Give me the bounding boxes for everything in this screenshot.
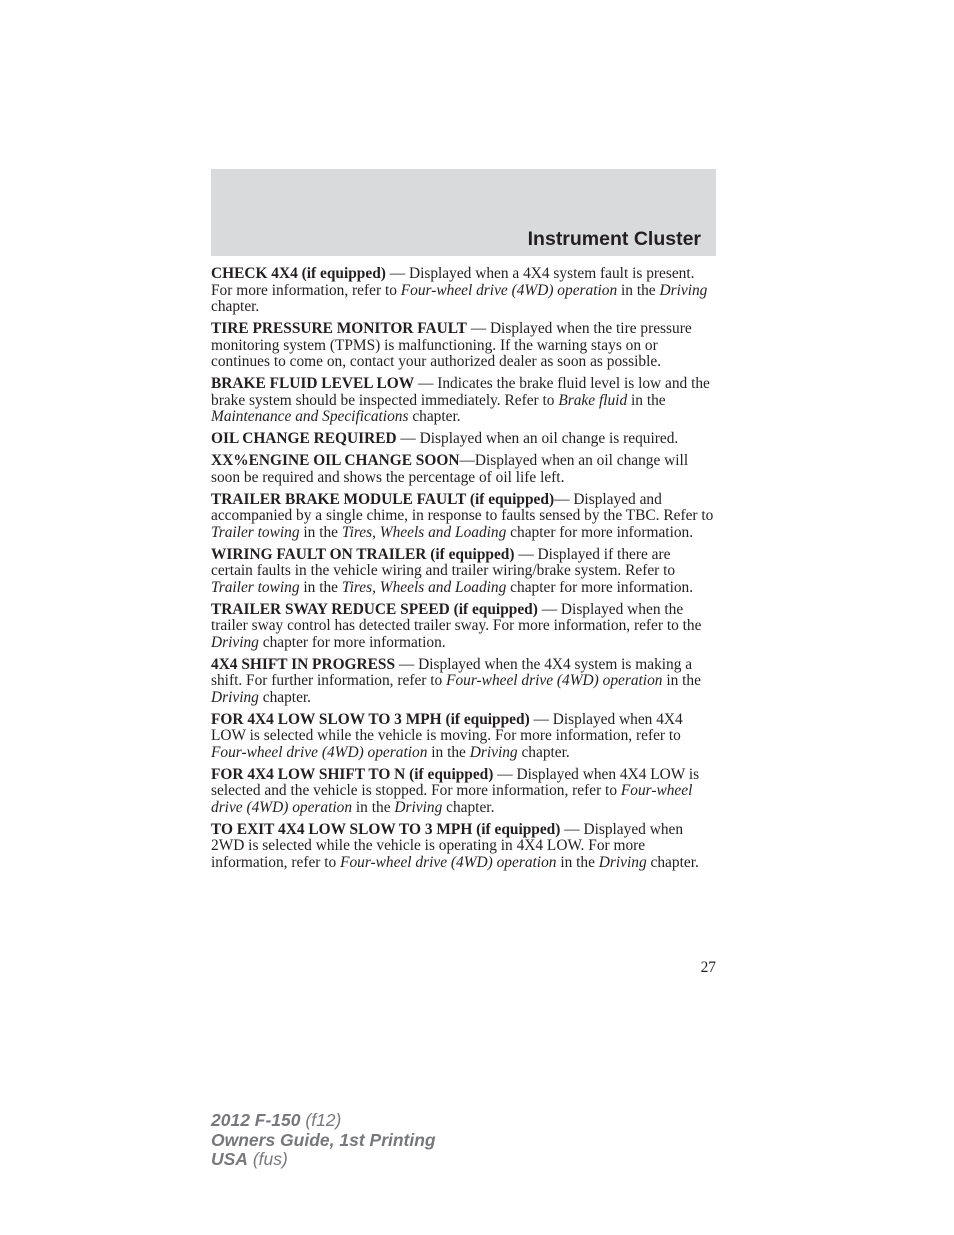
message-text: chapter.: [646, 853, 699, 871]
message-text: in the: [556, 853, 599, 871]
message-text: chapter.: [442, 798, 495, 816]
message-text: in the: [352, 798, 395, 816]
message-text: chapter for more information.: [506, 523, 694, 541]
message-entry: [211, 453, 716, 486]
cross-reference: Four-wheel drive (4WD) operation: [211, 743, 428, 761]
cross-reference: Tires, Wheels and Loading: [341, 523, 507, 541]
footer: [211, 1111, 436, 1170]
message-text: — Displayed if there are certain faults in the vehicle wiring and trailer wiring/brake system. Refer to: [211, 545, 676, 579]
cross-reference: Driving: [211, 633, 259, 651]
message-text: — Displayed when 4X4 LOW is selected while the vehicle is moving. For more information, refer to: [211, 710, 683, 744]
cross-reference: Four-wheel drive (4WD) operation: [446, 672, 663, 689]
message-entry: [211, 321, 716, 371]
message-text: in the: [427, 743, 470, 761]
message-text: chapter.: [258, 688, 312, 706]
message-heading: BRAKE FLUID LEVEL LOW: [211, 375, 415, 392]
message-heading: FOR 4X4 LOW SLOW TO 3 MPH (if equipped): [211, 710, 530, 728]
message-heading: XX%ENGINE OIL CHANGE SOON: [211, 452, 460, 469]
page-number: 27: [700, 959, 716, 976]
message-text: — Displayed and accompanied by a single chime, in response to faults sensed by the TBC. Refer to: [211, 490, 714, 524]
message-entry: [211, 492, 716, 542]
message-text: in the: [662, 672, 701, 689]
section-title: Instrument Cluster: [527, 228, 701, 250]
message-entry: [211, 657, 716, 707]
footer-line-1: 2012 F-150 (f12): [211, 1110, 342, 1130]
message-entry: [211, 376, 716, 426]
message-text: — Displayed when 2WD is selected while the vehicle is operating in 4X4 LOW. For more information, refer to: [211, 820, 684, 871]
message-text: chapter for more information.: [506, 578, 694, 596]
cross-reference: Driving: [598, 853, 647, 871]
message-text: chapter.: [408, 408, 461, 425]
message-text: —Displayed when an oil change will soon be required and shows the percentage of oil life left.: [211, 452, 689, 486]
message-text: — Displayed when a 4X4 system fault is present. For more information, refer to: [211, 265, 695, 299]
cross-reference: Driving: [469, 743, 518, 761]
message-text: in the: [299, 523, 342, 541]
cross-reference: Driving: [659, 281, 708, 299]
cross-reference: Four-wheel drive (4WD) operation: [400, 281, 618, 299]
cross-reference: Trailer towing: [211, 578, 300, 596]
footer-line-3: USA (fus): [211, 1149, 288, 1169]
body-text: [211, 266, 716, 877]
message-text: — Displayed when 4X4 LOW is selected and the vehicle is stopped. For more information, refer to: [211, 765, 700, 799]
message-text: in the: [299, 578, 342, 596]
cross-reference: Driving: [211, 688, 259, 706]
message-entry: [211, 602, 716, 652]
message-text: — Displayed when the 4X4 system is making a shift. For further information, refer to: [211, 655, 693, 689]
message-heading: WIRING FAULT ON TRAILER (if equipped): [211, 545, 515, 563]
message-heading: TRAILER BRAKE MODULE FAULT (if equipped): [211, 490, 555, 508]
message-entry: [211, 431, 716, 448]
message-entry: [211, 547, 716, 597]
message-text: chapter.: [211, 298, 260, 315]
message-heading: OIL CHANGE REQUIRED: [211, 430, 397, 447]
message-heading: TO EXIT 4X4 LOW SLOW TO 3 MPH (if equipped): [211, 820, 561, 838]
message-heading: TRAILER SWAY REDUCE SPEED (if equipped): [211, 600, 538, 618]
footer-line-2: Owners Guide, 1st Printing: [211, 1129, 436, 1150]
message-heading: 4X4 SHIFT IN PROGRESS: [211, 655, 396, 673]
message-text: — Displayed when the trailer sway control has detected trailer sway. For more information, refer to the: [211, 600, 702, 634]
message-text: — Indicates the brake fluid level is low and the brake system should be inspected immediately. Refer to: [211, 375, 710, 409]
message-entry: [211, 712, 716, 762]
cross-reference: Four-wheel drive (4WD) operation: [211, 782, 693, 816]
message-text: chapter.: [517, 743, 570, 761]
message-entry: [211, 767, 716, 817]
message-text: in the: [617, 281, 660, 299]
message-text: chapter for more information.: [258, 633, 446, 651]
message-heading: CHECK 4X4 (if equipped): [211, 265, 386, 282]
cross-reference: Trailer towing: [211, 523, 300, 541]
message-text: in the: [627, 391, 666, 409]
cross-reference: Maintenance and Specifications: [211, 408, 409, 425]
message-entry: [211, 266, 716, 316]
message-entry: [211, 822, 716, 872]
cross-reference: Tires, Wheels and Loading: [341, 578, 507, 596]
cross-reference: Four-wheel drive (4WD) operation: [340, 853, 557, 871]
message-text: — Displayed when the tire pressure monitoring system (TPMS) is malfunctioning. If the warning stays on or continues to come on, contact your authorized dealer as soon as possible.: [211, 320, 692, 370]
section-header-band: [211, 169, 716, 256]
message-heading: TIRE PRESSURE MONITOR FAULT: [211, 320, 467, 337]
message-text: — Displayed when an oil change is required.: [396, 430, 679, 447]
cross-reference: Brake fluid: [558, 391, 628, 409]
message-heading: FOR 4X4 LOW SHIFT TO N (if equipped): [211, 765, 494, 783]
cross-reference: Driving: [394, 798, 443, 816]
